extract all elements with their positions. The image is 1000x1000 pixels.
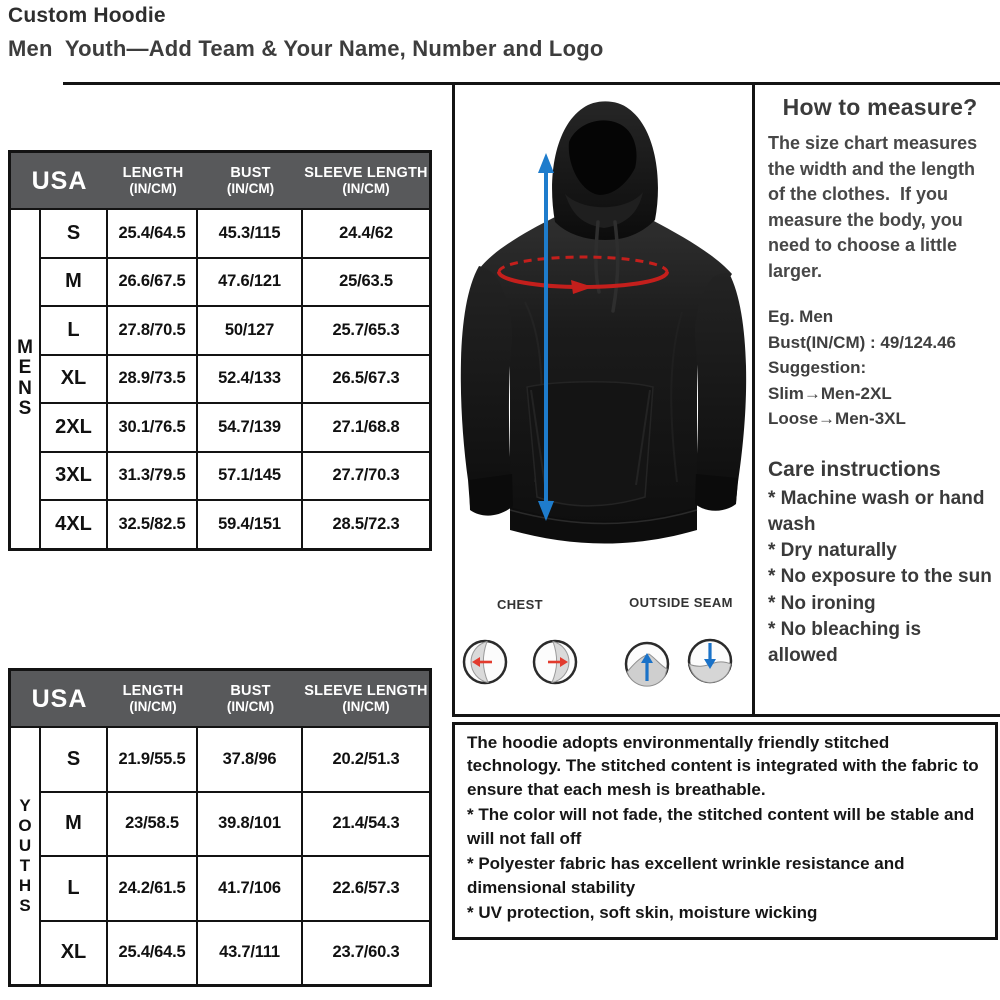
care-item: * Dry naturally <box>768 540 897 562</box>
table-cell: XL <box>41 354 108 403</box>
fabric-info-paragraph: The hoodie adopts environmentally friendly stitched technology. The stitched content is integrated with the fabric to ensure that each mesh is breathable. <box>467 733 979 799</box>
table-cell: 25.4/64.5 <box>108 920 198 985</box>
table-cell: 26.5/67.3 <box>303 354 429 403</box>
table-cell: 24.2/61.5 <box>108 855 198 920</box>
table-cell: 27.8/70.5 <box>108 305 198 354</box>
table-cell: 59.4/151 <box>198 499 303 548</box>
youths-header-sleeve: SLEEVE LENGTH (IN/CM) <box>303 671 429 726</box>
table-cell: 28.9/73.5 <box>108 354 198 403</box>
fabric-info-paragraph: * The color will not fade, the stitched content will be stable and will not fall off <box>467 805 975 848</box>
table-cell: M <box>41 257 108 306</box>
mens-header-bust: BUST (IN/CM) <box>198 153 303 208</box>
table-cell: S <box>41 726 108 791</box>
table-cell: 25/63.5 <box>303 257 429 306</box>
care-item: * Machine wash or hand wash <box>768 487 985 535</box>
fabric-info-paragraph: * UV protection, soft skin, moisture wicking <box>467 903 818 923</box>
seam-arrow-up-icon <box>623 640 671 688</box>
table-cell: 27.7/70.3 <box>303 451 429 500</box>
table-cell: 21.4/54.3 <box>303 791 429 856</box>
table-cell: 41.7/106 <box>198 855 303 920</box>
example-line: Suggestion: <box>768 358 867 378</box>
hoodie-photo <box>455 85 752 555</box>
center-panel-right-border <box>752 82 755 717</box>
mens-header-sleeve: SLEEVE LENGTH (IN/CM) <box>303 153 429 208</box>
youths-header-bust: BUST (IN/CM) <box>198 671 303 726</box>
mens-size-table <box>8 150 432 551</box>
table-cell: L <box>41 855 108 920</box>
mens-header-usa: USA <box>11 153 108 208</box>
table-cell: 22.6/57.3 <box>303 855 429 920</box>
table-cell: M <box>41 791 108 856</box>
fabric-info-box <box>452 722 998 940</box>
table-cell: 3XL <box>41 451 108 500</box>
mens-header-length: LENGTH (IN/CM) <box>108 153 198 208</box>
fabric-info-paragraph: * Polyester fabric has excellent wrinkle resistance and dimensional stability <box>467 854 905 897</box>
table-cell: 2XL <box>41 402 108 451</box>
page-subtitle: Men Youth—Add Team & Your Name, Number and Logo <box>8 36 604 61</box>
table-cell: L <box>41 305 108 354</box>
size-example-block <box>768 304 992 432</box>
care-item: * No bleaching is allowed <box>768 618 922 667</box>
table-cell: 21.9/55.5 <box>108 726 198 791</box>
table-cell: 27.1/68.8 <box>303 402 429 451</box>
table-cell: 23/58.5 <box>108 791 198 856</box>
table-cell: 37.8/96 <box>198 726 303 791</box>
table-cell: 47.6/121 <box>198 257 303 306</box>
hoodie-panel <box>455 85 752 714</box>
example-line: Slim→Men-2XL <box>768 383 892 403</box>
table-cell: 20.2/51.3 <box>303 726 429 791</box>
table-cell: S <box>41 208 108 257</box>
how-to-measure-panel <box>756 88 996 669</box>
chest-arrow-right-icon <box>531 638 579 686</box>
table-cell: 43.7/111 <box>198 920 303 985</box>
care-instructions-block <box>768 458 992 670</box>
outside-seam-label: OUTSIDE SEAM <box>629 595 733 610</box>
table-cell: 30.1/76.5 <box>108 402 198 451</box>
page-title: Custom Hoodie <box>8 4 166 27</box>
youths-header-length: LENGTH (IN/CM) <box>108 671 198 726</box>
table-cell: 25.7/65.3 <box>303 305 429 354</box>
youths-header-usa: USA <box>11 671 108 726</box>
table-cell: 50/127 <box>198 305 303 354</box>
example-line: Bust(IN/CM) : 49/124.46 <box>768 332 956 352</box>
table-cell: 52.4/133 <box>198 354 303 403</box>
table-cell: 26.6/67.5 <box>108 257 198 306</box>
panel-bottom-line <box>452 714 1000 717</box>
care-item: * No ironing <box>768 592 876 614</box>
how-to-measure-text: The size chart measures the width and the length of the clothes. If you measure the body, you need to choose a little larger. <box>768 133 983 281</box>
table-cell: XL <box>41 920 108 985</box>
table-cell: 45.3/115 <box>198 208 303 257</box>
table-cell: 24.4/62 <box>303 208 429 257</box>
youths-size-table <box>8 668 432 987</box>
youths-group-label: Y O U T H S <box>11 726 41 984</box>
example-line: Eg. Men <box>768 307 834 327</box>
table-cell: 32.5/82.5 <box>108 499 198 548</box>
table-cell: 4XL <box>41 499 108 548</box>
care-instructions-heading: Care instructions <box>768 457 941 481</box>
seam-arrow-down-icon <box>686 637 734 685</box>
table-cell: 57.1/145 <box>198 451 303 500</box>
example-line: Loose→Men-3XL <box>768 409 906 429</box>
care-item: * No exposure to the sun <box>768 566 992 588</box>
table-cell: 31.3/79.5 <box>108 451 198 500</box>
table-cell: 39.8/101 <box>198 791 303 856</box>
table-cell: 23.7/60.3 <box>303 920 429 985</box>
how-to-measure-heading: How to measure? <box>782 94 978 120</box>
mens-group-label: M E N S <box>11 208 41 548</box>
table-cell: 28.5/72.3 <box>303 499 429 548</box>
table-cell: 25.4/64.5 <box>108 208 198 257</box>
table-cell: 54.7/139 <box>198 402 303 451</box>
chest-label: CHEST <box>496 597 544 612</box>
chest-arrow-left-icon <box>461 638 509 686</box>
